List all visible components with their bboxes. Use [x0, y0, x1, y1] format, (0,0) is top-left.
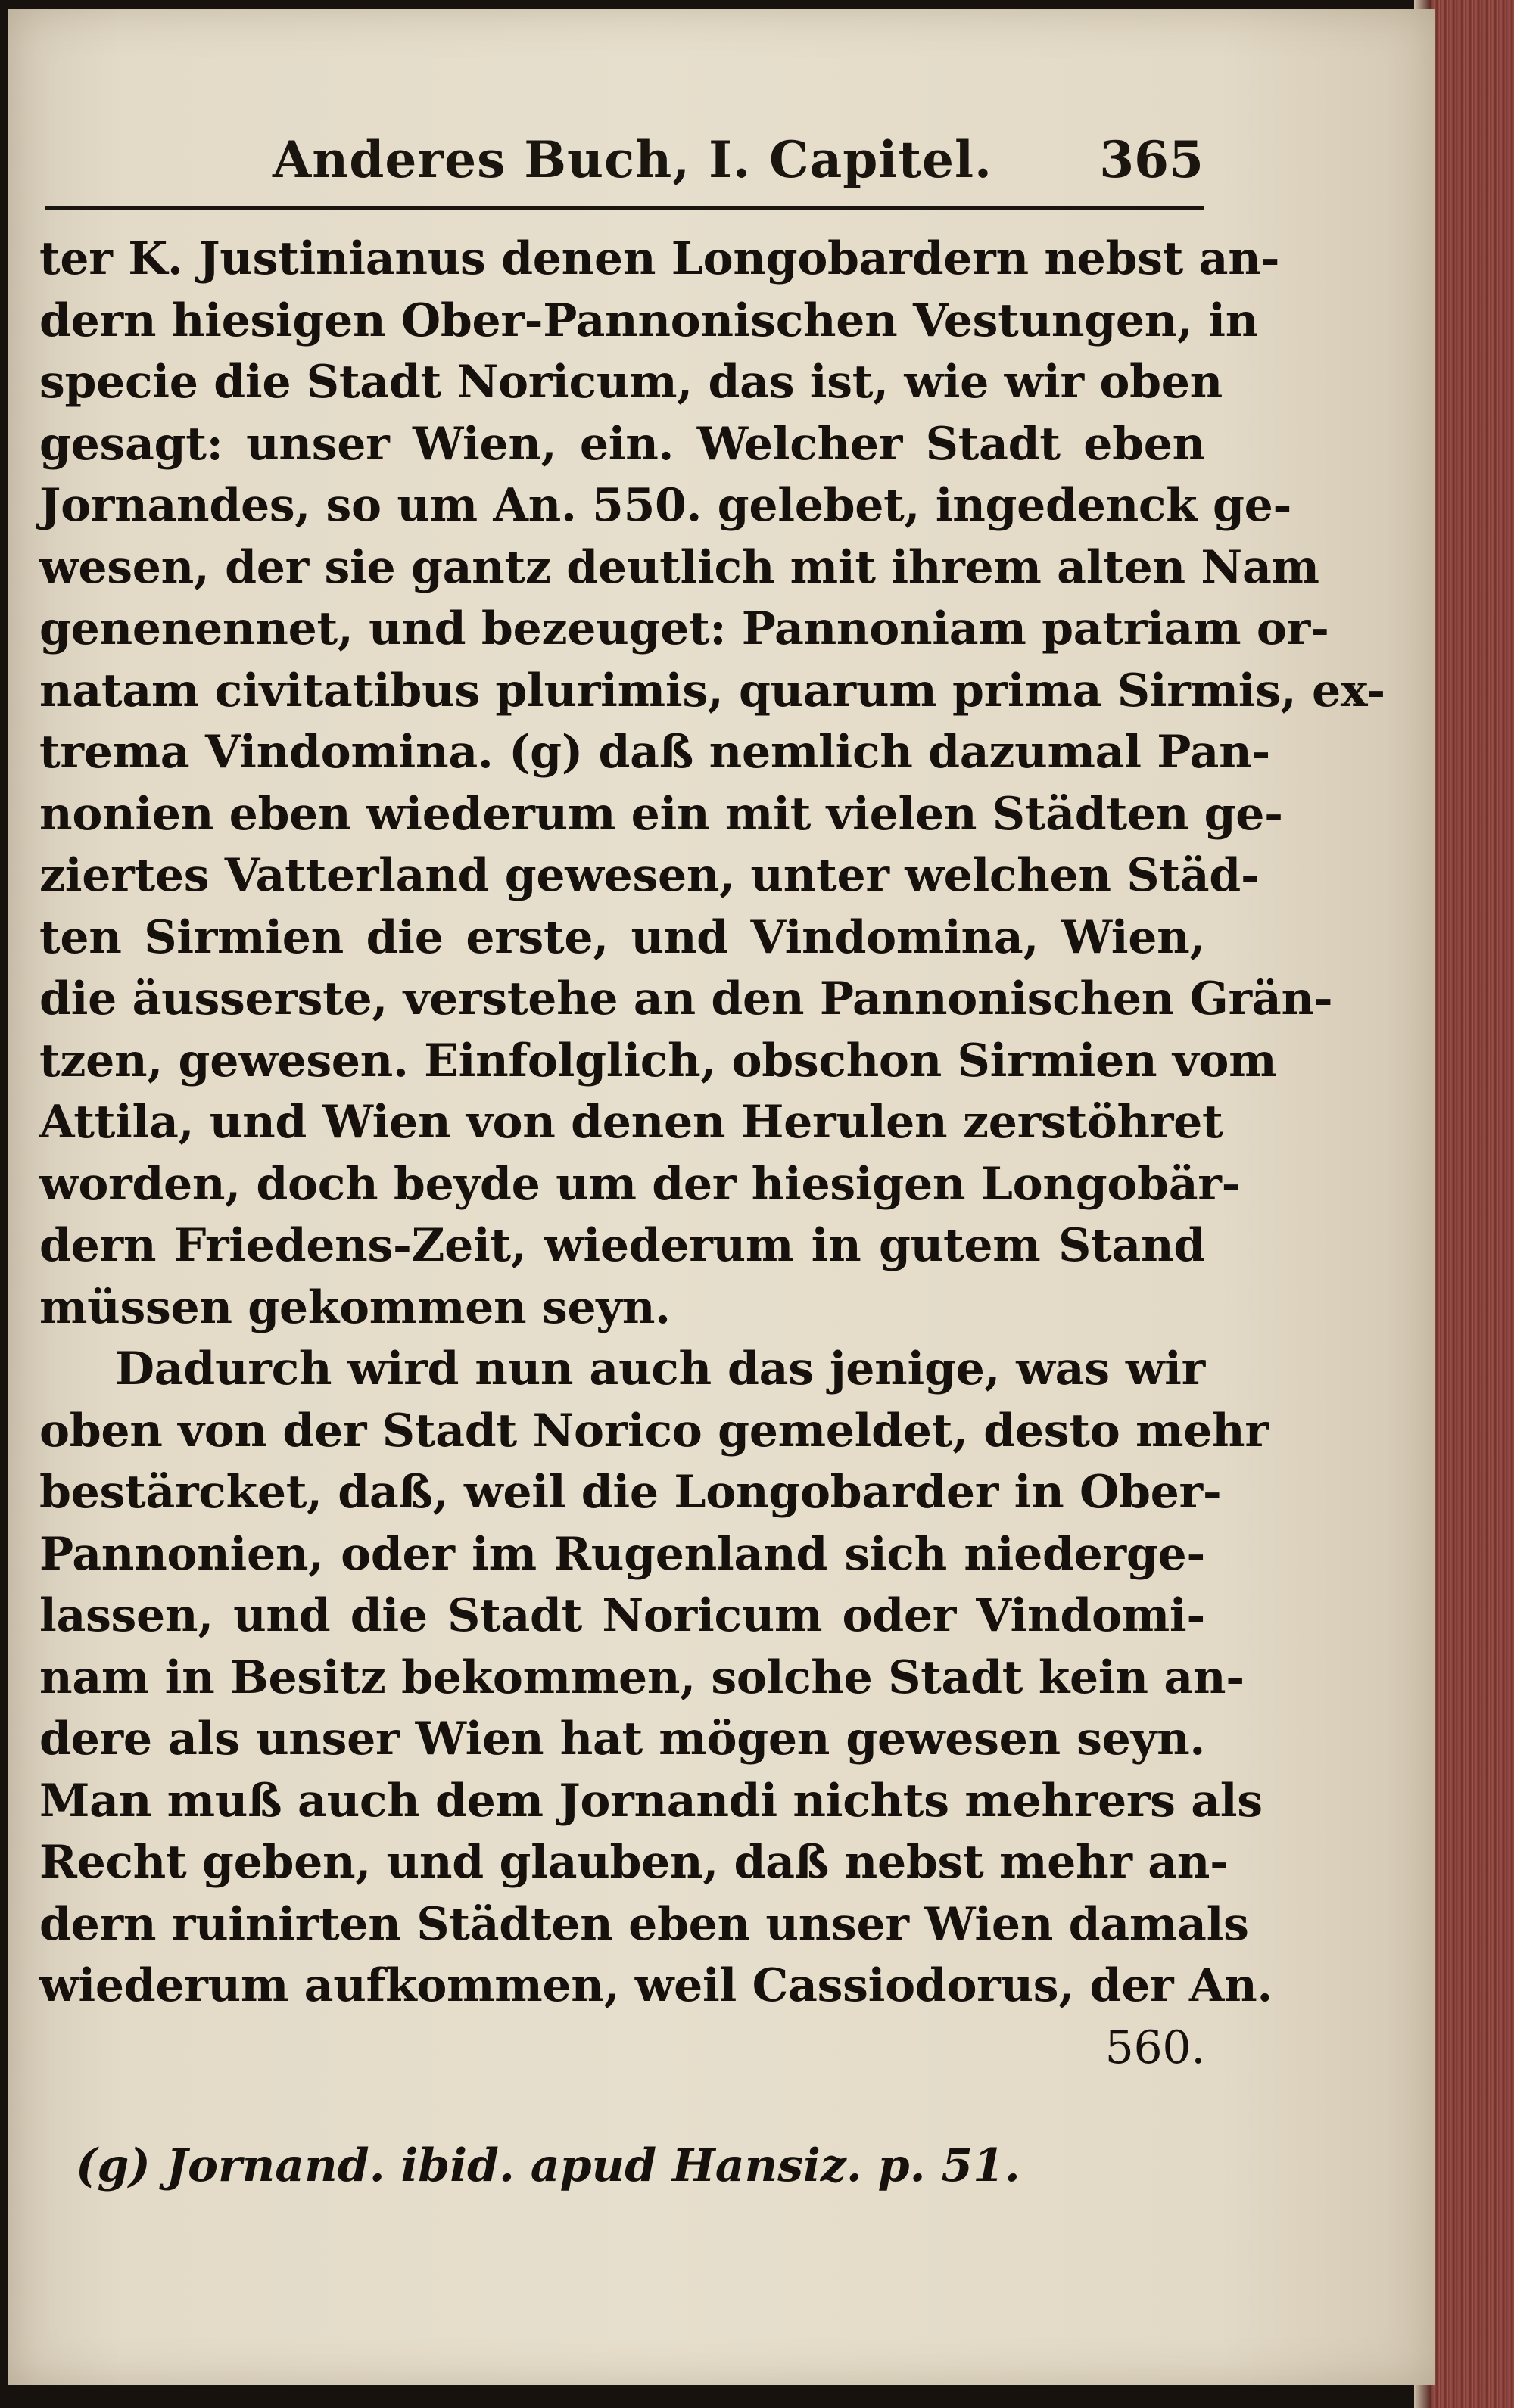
text-line: gesagt: unser Wien, ein. Welcher Stadt eben	[39, 417, 1205, 471]
text-line: tzen, gewesen. Einfolglich, obschon Sirmien vom	[39, 1034, 1277, 1087]
text-line: Attila, und Wien von denen Herulen zerstöhret	[39, 1096, 1223, 1149]
running-title: Anderes Buch, I. Capitel.	[273, 130, 992, 189]
text-line: nam in Besitz bekommen, solche Stadt kein an-	[39, 1650, 1245, 1704]
text-line: ziertes Vatterland gewesen, unter welchen Städ-	[39, 849, 1260, 902]
text-line: müssen gekommen seyn.	[39, 1280, 671, 1334]
book-page	[8, 9, 1435, 2385]
text-line: specie die Stadt Noricum, das ist, wie wir oben	[39, 356, 1223, 409]
text-line: bestärcket, daß, weil die Longobarder in Ober-	[39, 1466, 1222, 1519]
body-text	[39, 229, 1385, 2079]
text-line: Jornandes, so um An. 550. gelebet, ingedenck ge-	[39, 479, 1292, 532]
running-head	[45, 130, 1204, 221]
text-line: nonien eben wiederum ein mit vielen Städten ge-	[39, 787, 1283, 841]
book-page-edges	[1423, 0, 1514, 2408]
footnote: (g) Jornand. ibid. apud Hansiz. p. 51.	[76, 2139, 1020, 2192]
page-number: 365	[1099, 130, 1204, 189]
text-line: Recht geben, und glauben, daß nebst mehr an-	[39, 1836, 1229, 1889]
text-line: trema Vindomina. (g) daß nemlich dazumal Pan-	[39, 726, 1271, 779]
text-line: dern hiesigen Ober-Pannonischen Vestungen, in	[39, 294, 1259, 347]
text-line: ten Sirmien die erste, und Vindomina, Wien,	[39, 910, 1205, 964]
text-line: Dadurch wird nun auch das jenige, was wir	[115, 1342, 1205, 1395]
text-line: genenennet, und bezeuget: Pannoniam patriam or-	[39, 602, 1329, 655]
text-line: lassen, und die Stadt Noricum oder Vindomi-	[39, 1589, 1205, 1642]
text-line: worden, doch beyde um der hiesigen Longobär-	[39, 1157, 1241, 1211]
text-line: die äusserste, verstehe an den Pannonischen Grän-	[39, 972, 1333, 1025]
text-line: natam civitatibus plurimis, quarum prima Sirmis, ex-	[39, 664, 1385, 717]
text-line: Pannonien, oder im Rugenland sich niederge-	[39, 1527, 1205, 1581]
header-rule	[45, 206, 1204, 210]
text-line: wiederum aufkommen, weil Cassiodorus, der An.	[39, 1959, 1273, 2012]
catchword: 560.	[1104, 2021, 1205, 2074]
text-line: dern ruinirten Städten eben unser Wien damals	[39, 1897, 1249, 1951]
text-line: dern Friedens-Zeit, wiederum in gutem Stand	[39, 1219, 1205, 1272]
text-line: oben von der Stadt Norico gemeldet, desto mehr	[39, 1404, 1269, 1458]
text-line: Man muß auch dem Jornandi nichts mehrers als	[39, 1774, 1263, 1828]
text-line: ter K. Justinianus denen Longobardern nebst an-	[39, 232, 1280, 285]
text-line: dere als unser Wien hat mögen gewesen seyn.	[39, 1713, 1205, 1766]
text-line: wesen, der sie gantz deutlich mit ihrem alten Nam	[39, 540, 1319, 594]
